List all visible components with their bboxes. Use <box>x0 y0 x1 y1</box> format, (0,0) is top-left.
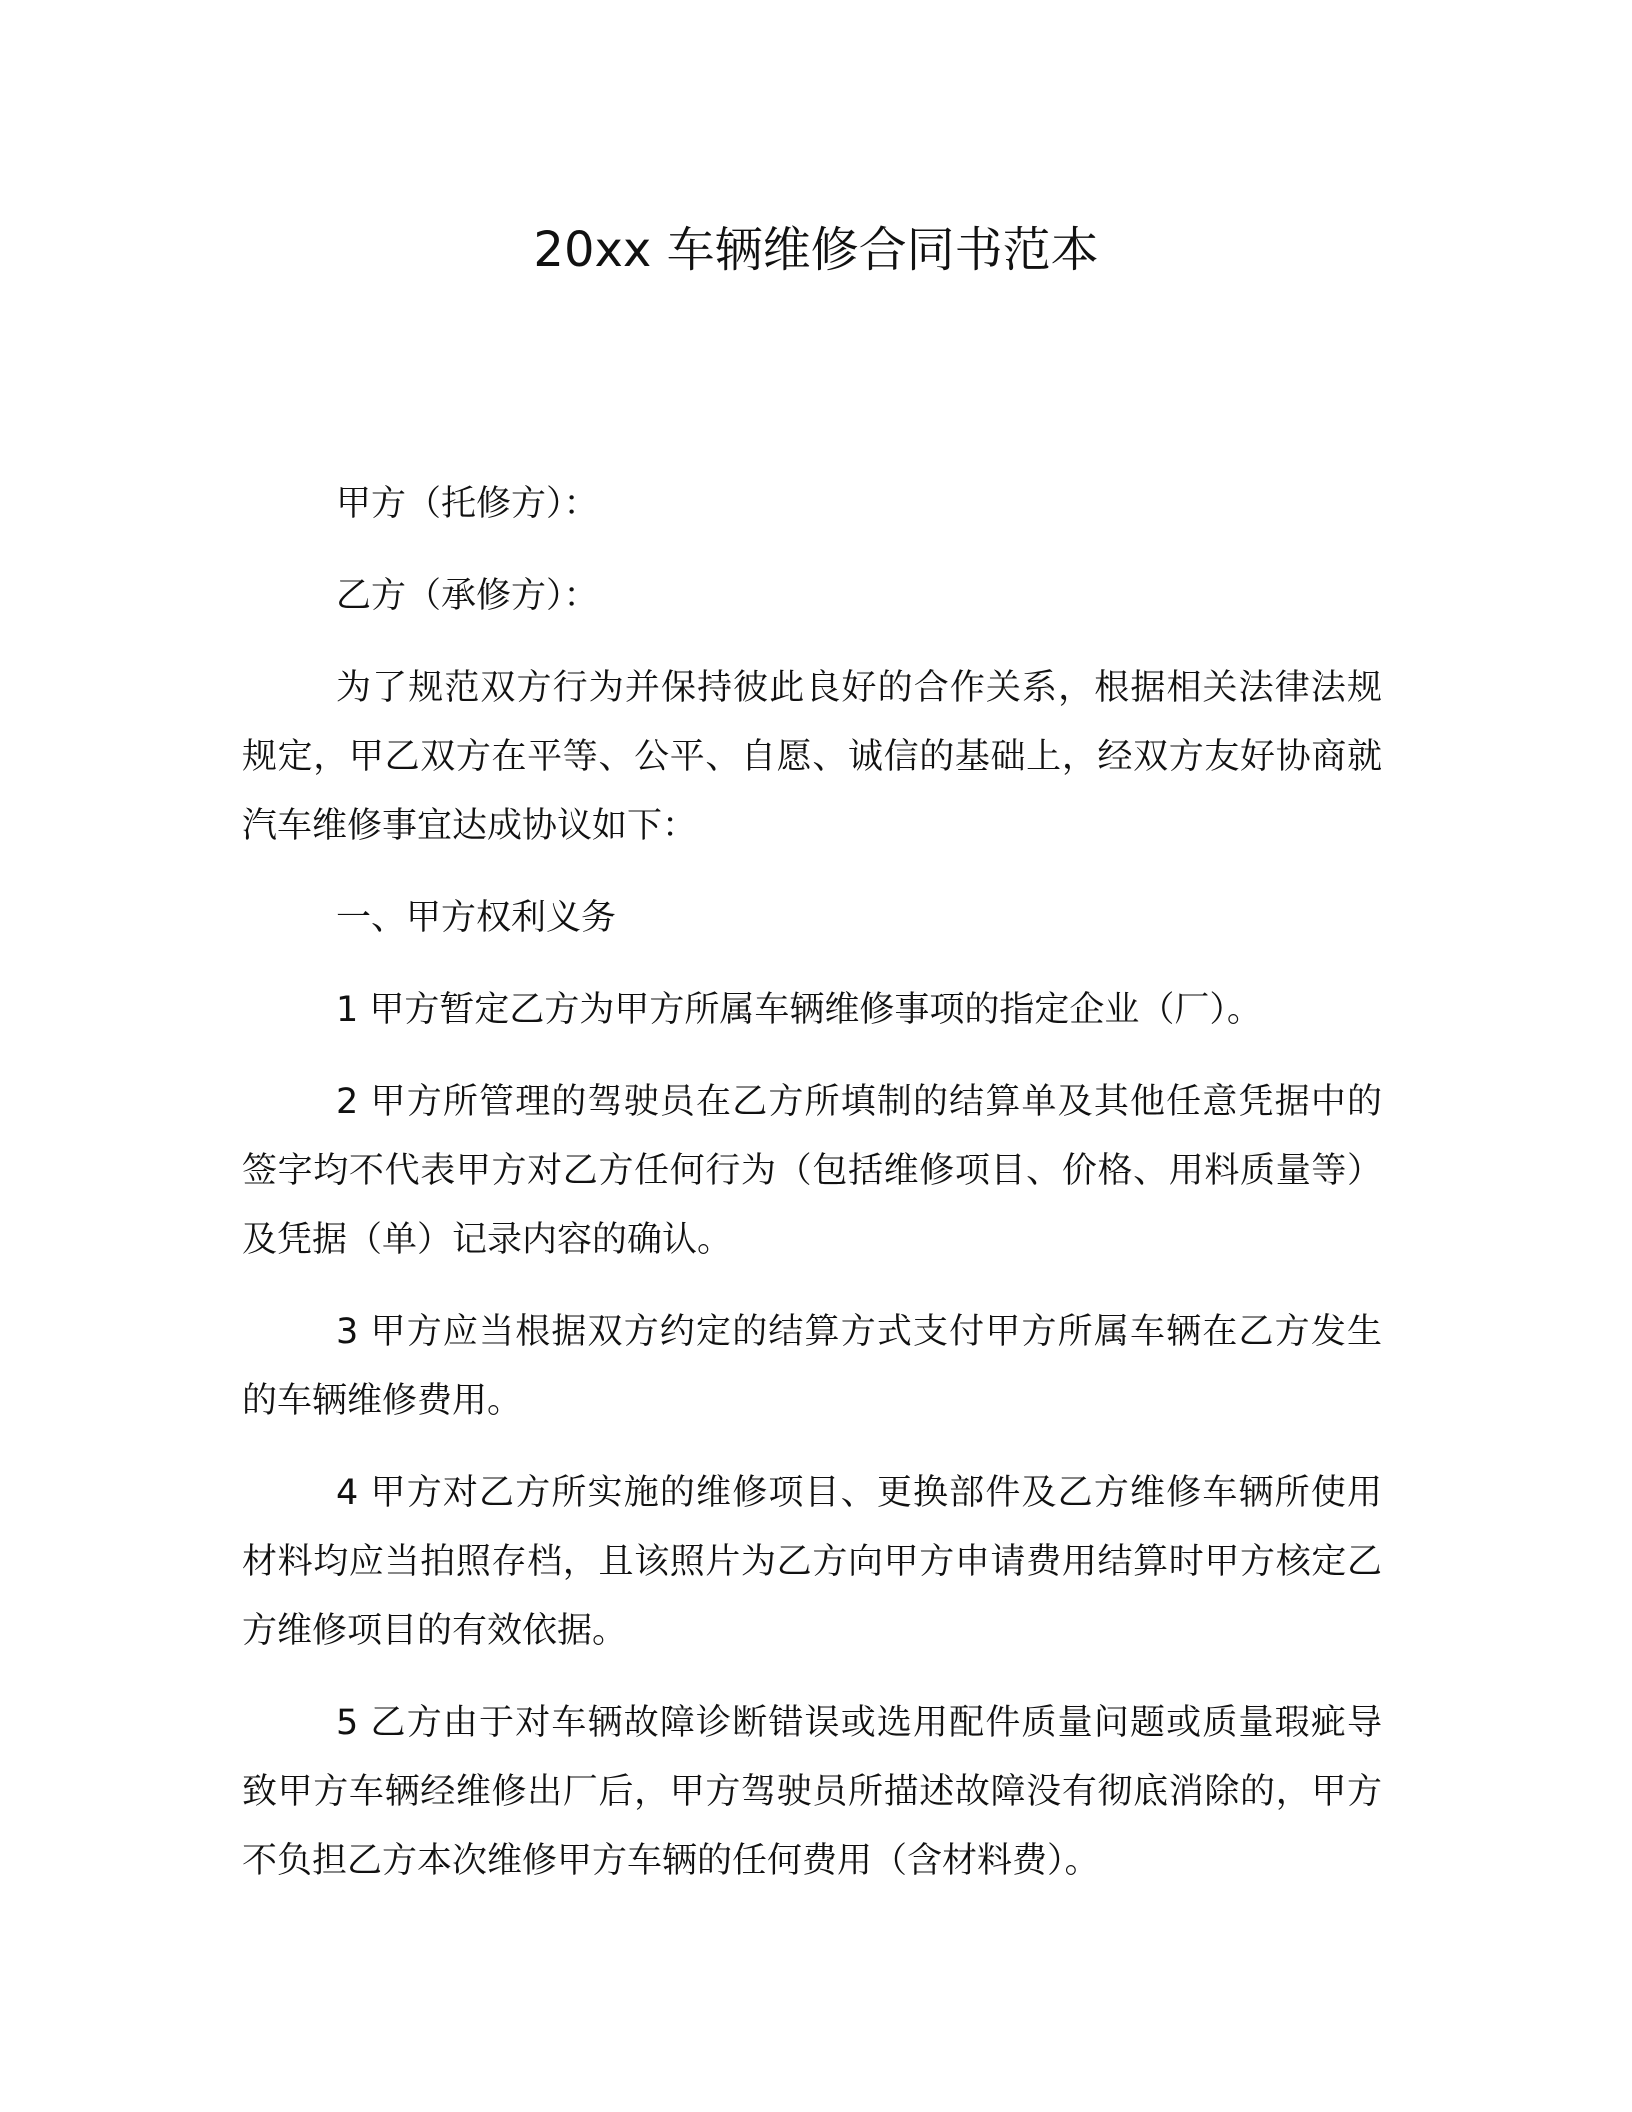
clause-4: 4 甲方对乙方所实施的维修项目、更换部件及乙方维修车辆所使用材料均应当拍照存档，且该照片为乙方向甲方申请费用结算时甲方核定乙方维修项目的有效依据。 <box>242 1473 1382 1651</box>
clause-5: 5 乙方由于对车辆故障诊断错误或选用配件质量问题或质量瑕疵导致甲方车辆经维修出厂后，甲方驾驶员所描述故障没有彻底消除的，甲方不负担乙方本次维修甲方车辆的任何费用（含材料费）。 <box>242 1703 1382 1881</box>
section-heading: 一、甲方权利义务 <box>336 898 617 938</box>
clause-2: 2 甲方所管理的驾驶员在乙方所填制的结算单及其他任意凭据中的签字均不代表甲方对乙方任何行为（包括维修项目、价格、用料质量等）及凭据（单）记录内容的确认。 <box>242 1082 1382 1260</box>
party-a-line: 甲方（托修方）： <box>336 484 599 524</box>
document-body <box>242 470 1382 1919</box>
clause-1: 1 甲方暂定乙方为甲方所属车辆维修事项的指定企业（厂）。 <box>336 990 1262 1030</box>
clause-3: 3 甲方应当根据双方约定的结算方式支付甲方所属车辆在乙方发生的车辆维修费用。 <box>242 1312 1382 1421</box>
intro-paragraph: 为了规范双方行为并保持彼此良好的合作关系，根据相关法律法规规定，甲乙双方在平等、公平、自愿、诚信的基础上，经双方友好协商就汽车维修事宜达成协议如下： <box>242 668 1382 846</box>
party-b-line: 乙方（承修方）： <box>336 576 599 616</box>
document-title: 20xx 车辆维修合同书范本 <box>533 222 1099 278</box>
